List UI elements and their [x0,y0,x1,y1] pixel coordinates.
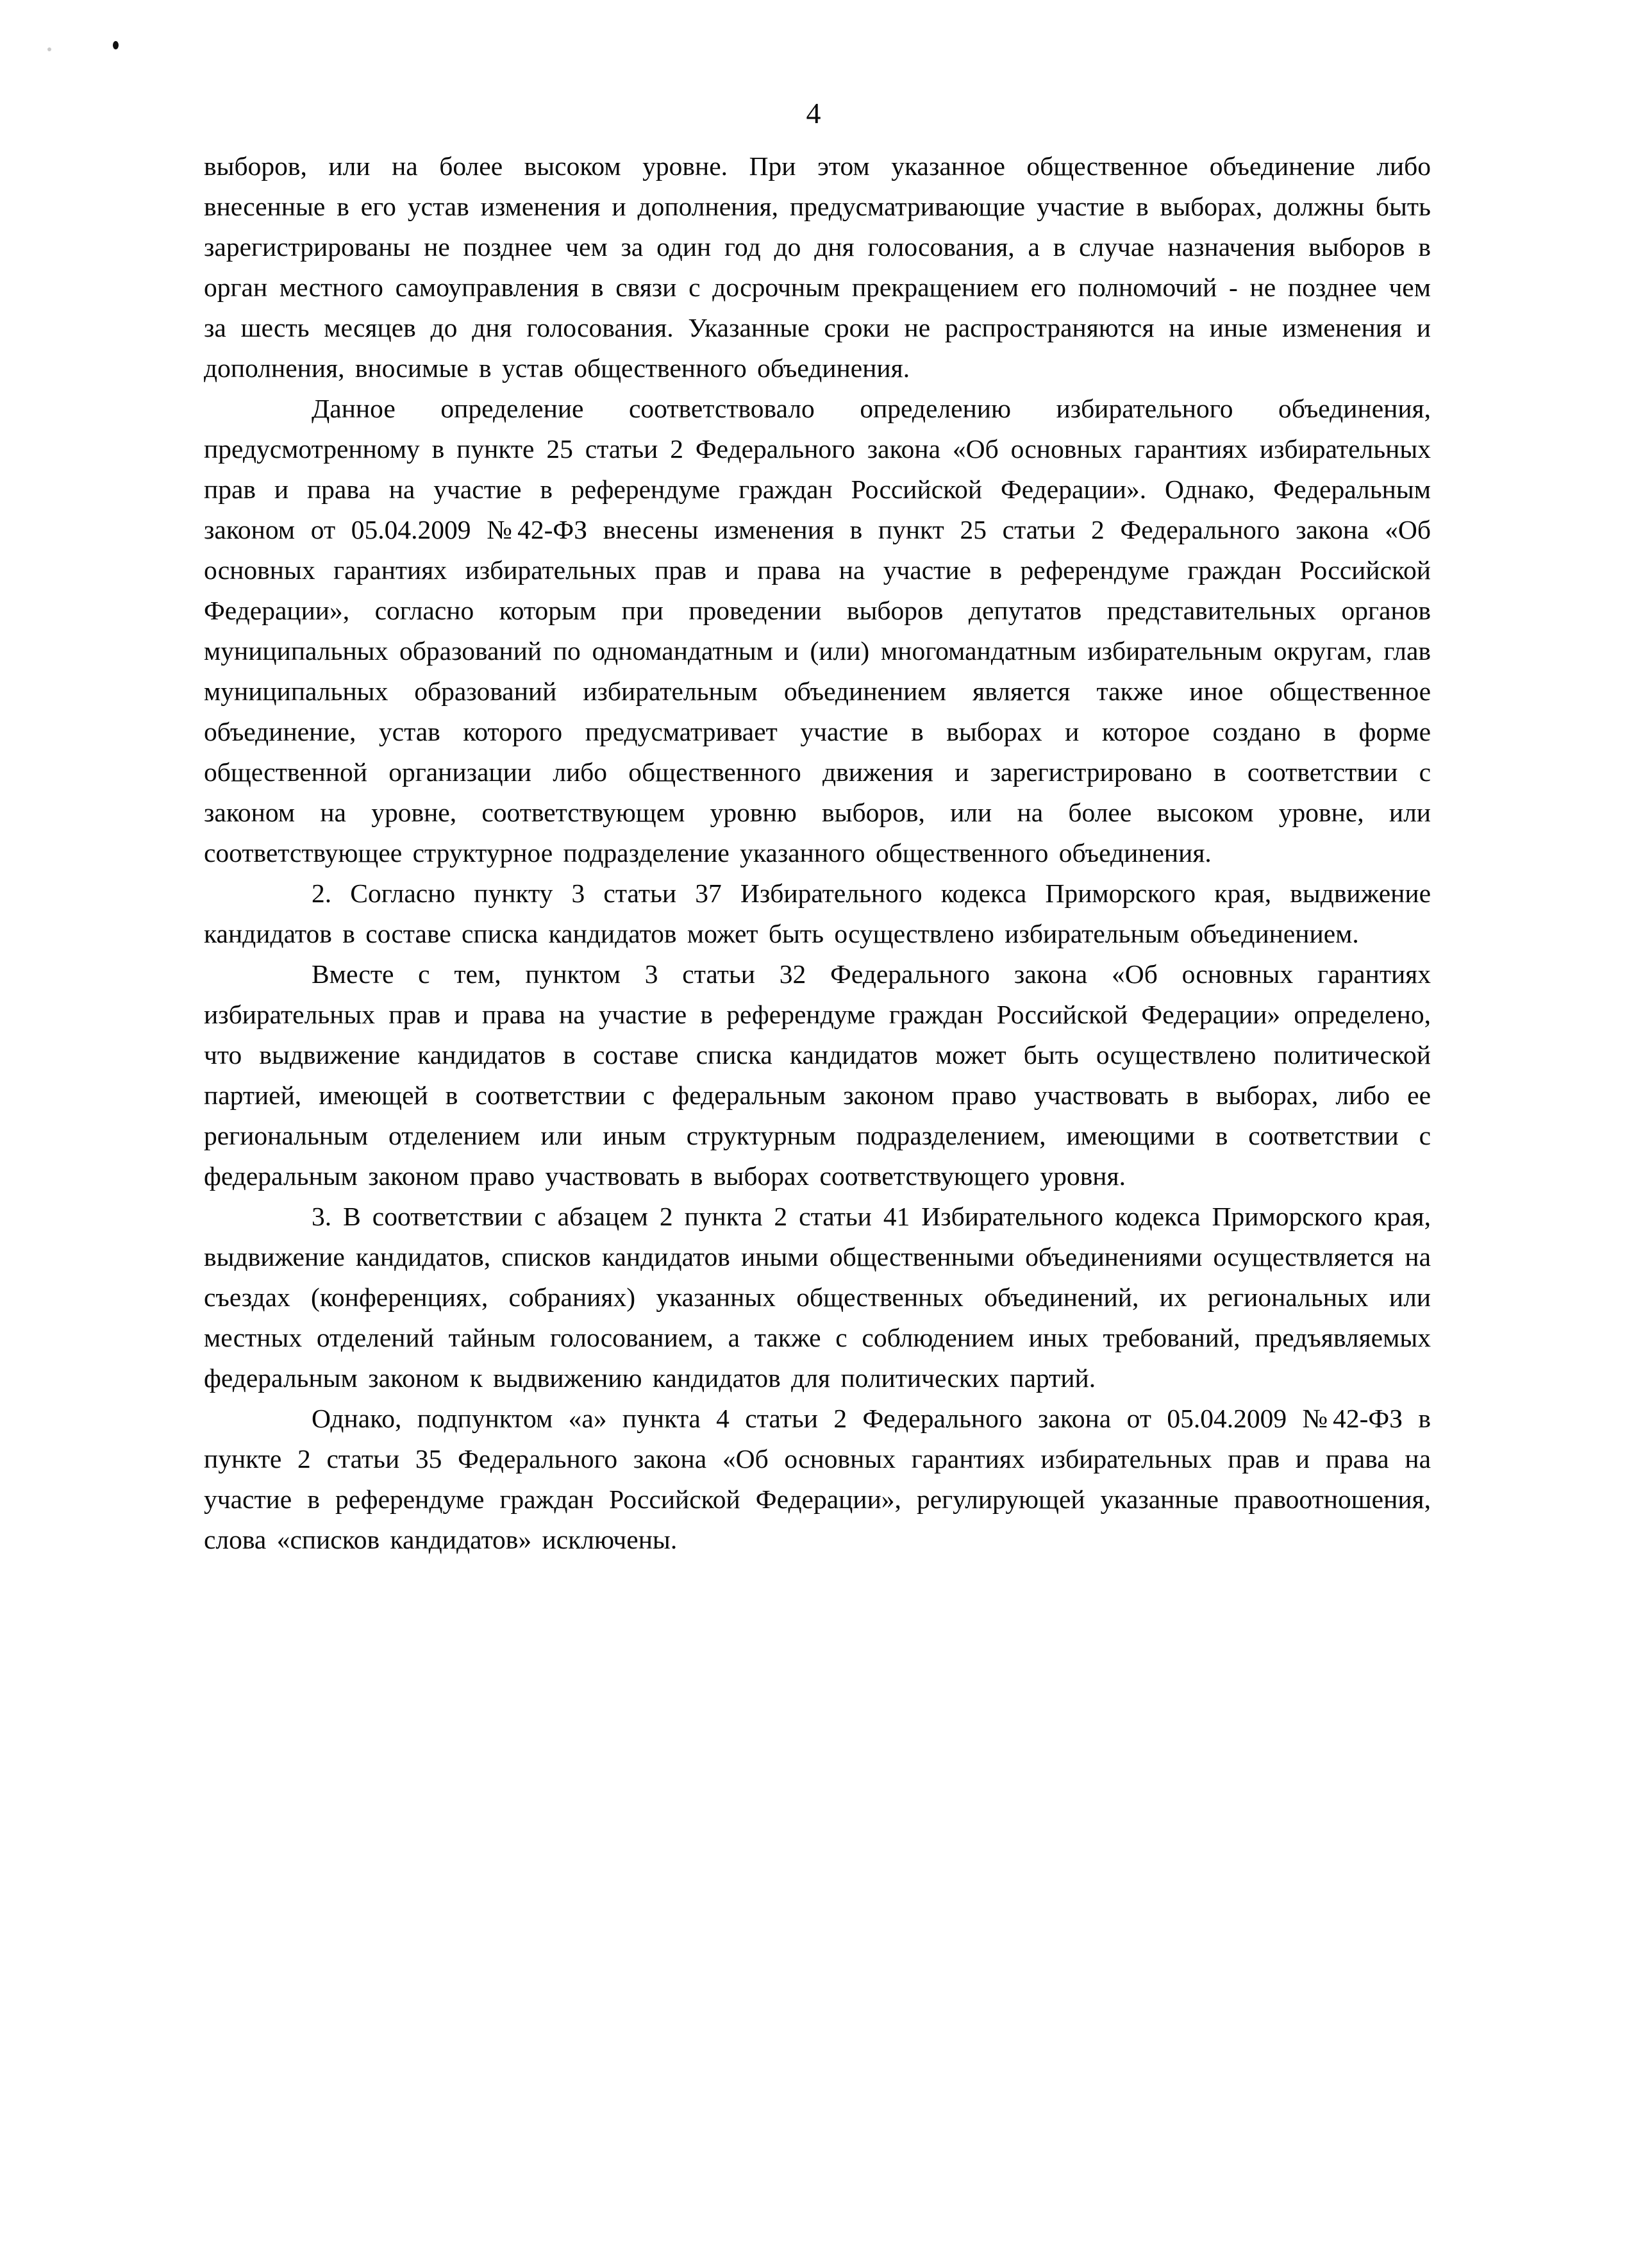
paragraph: 3. В соответствии с абзацем 2 пункта 2 статьи 41 Избирательного кодекса Приморского края, выдвижение кандидатов, списков кандидатов иными общественными объединениями осуществляется на съездах (конференциях, собраниях) указанных общественных объединений, их региональных или местных отделений тайным голосованием, а также с соблюдением иных требований, предъявляемых федеральным законом к выдвижению кандидатов для политических партий. [204,1202,1431,1393]
paragraph: Вместе с тем, пунктом 3 статьи 32 Федерального закона «Об основных гарантиях избирательных прав и права на участие в референдуме граждан Российской Федерации» определено, что выдвижение кандидатов в составе списка кандидатов может быть осуществлено политической партией, имеющей в соответствии с федеральным законом право участвовать в выборах, либо ее региональным отделением или иным структурным подразделением, имеющими в соответствии с федеральным законом право участвовать в выборах соответствующего уровня. [204,959,1431,1191]
scan-speck [113,41,119,49]
paragraph: выборов, или на более высоком уровне. При этом указанное общественное объединение либо внесенные в его устав изменения и дополнения, предусматривающие участие в выборах, должны быть зарегистрированы не позднее чем за один год до дня голосования, а в случае назначения выборов в орган местного самоуправления в связи с досрочным прекращением его полномочий - не позднее чем за шесть месяцев до дня голосования. Указанные сроки не распространяются на иные изменения и дополнения, вносимые в устав общественного объединения. [204,151,1431,383]
page-number: 4 [806,97,821,130]
paragraph: 2. Согласно пункту 3 статьи 37 Избирательного кодекса Приморского края, выдвижение кандидатов в составе списка кандидатов может быть осуществлено избирательным объединением. [204,878,1431,948]
paragraph: Однако, подпунктом «а» пункта 4 статьи 2 Федерального закона от 05.04.2009 №42-ФЗ в пункте 2 статьи 35 Федерального закона «Об основных гарантиях избирательных прав и права на участие в референдуме граждан Российской Федерации», регулирующей указанные правоотношения, слова «списков кандидатов» исключены. [204,1404,1431,1554]
paragraph: Данное определение соответствовало определению избирательного объединения, предусмотренному в пункте 25 статьи 2 Федерального закона «Об основных гарантиях избирательных прав и права на участие в референдуме граждан Российской Федерации». Однако, Федеральным законом от 05.04.2009 №42-ФЗ внесены изменения в пункт 25 статьи 2 Федерального закона «Об основных гарантиях избирательных прав и права на участие в референдуме граждан Российской Федерации», согласно которым при проведении выборов депутатов представительных органов муниципальных образований по одномандатным и (или) многомандатным избирательным округам, глав муниципальных образований избирательным объединением является также иное общественное объединение, устав которого предусматривает участие в выборах и которое создано в форме общественной организации либо общественного движения и зарегистрировано в соответствии с законом на уровне, соответствующем уровню выборов, или на более высоком уровне, или соответствующее структурное подразделение указанного общественного объединения. [204,394,1431,868]
scan-speck [47,47,51,51]
document-body [204,146,1431,1560]
